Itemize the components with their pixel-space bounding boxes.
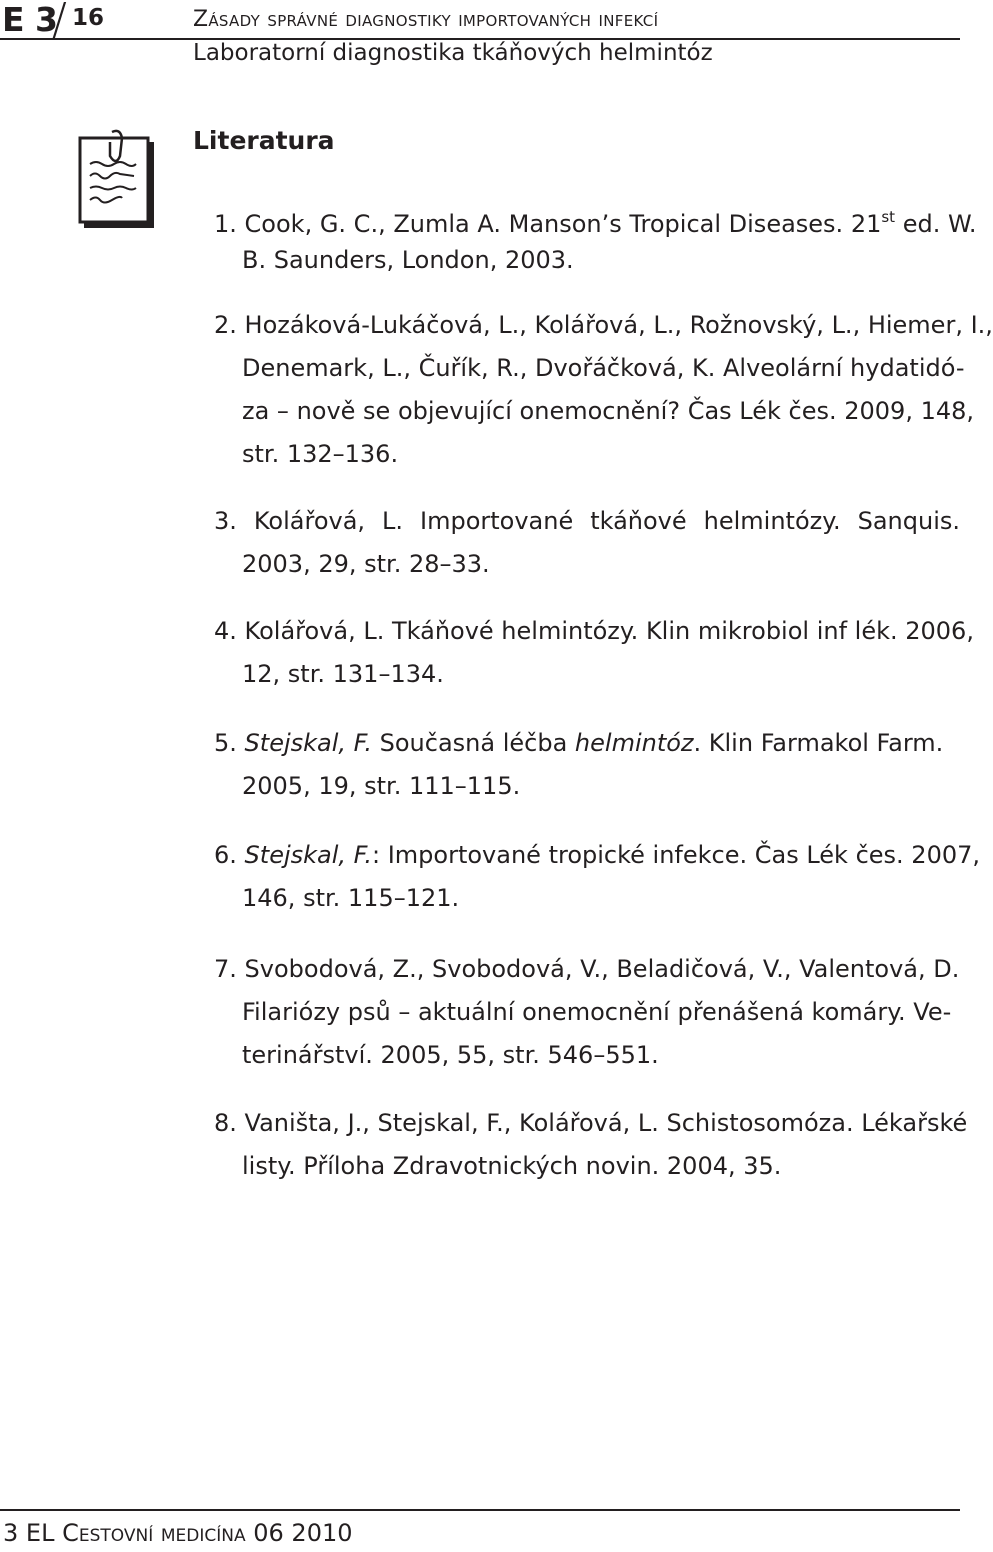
reference-item: 1. Cook, G. C., Zumla A. Manson’s Tropical Diseases. 21st ed. W. B. Saunders, London, 2003. xyxy=(214,208,977,274)
ref-number: 7. xyxy=(214,955,237,983)
ref-number: 4. xyxy=(214,617,237,645)
ref-number: 5. xyxy=(214,729,237,757)
page-number: 16 xyxy=(72,5,105,31)
section-code: E 3 xyxy=(2,0,58,39)
ref-number: 8. xyxy=(214,1109,237,1137)
footer-rule xyxy=(0,1509,960,1511)
page-header-title: Zásady správné diagnostiky importovaných infekcí xyxy=(193,7,659,32)
reference-item: 3. Kolářová, L. Importované tkáňové helmintózy. Sanquis. 2003, 29, str. 28–33. xyxy=(214,507,960,578)
reference-item: 8. Vaništa, J., Stejskal, F., Kolářová, L. Schistosomóza. Lékařské listy. Příloha Zdravotnických novin. 2004, 35. xyxy=(214,1109,968,1180)
reference-item: 7. Svobodová, Z., Svobodová, V., Beladičová, V., Valentová, D. Filariózy psů – aktuální onemocnění přenášená komáry. Ve- terinářství. 2005, 55, str. 546–551. xyxy=(214,955,960,1069)
ref-number: 3. xyxy=(214,507,237,535)
notepad-icon xyxy=(78,130,158,230)
reference-item: 2. Hozáková-Lukáčová, L., Kolářová, L., Rožnovský, L., Hiemer, I., Denemark, L., Čuřík, R., Dvořáčková, K. Alveolární hydatidó- za – nově se objevující onemocnění? Čas Lék čes. 2009, 148, str. 132–136. xyxy=(214,311,993,468)
page-header-subtitle: Laboratorní diagnostika tkáňových helmintóz xyxy=(193,40,713,66)
literature-heading: Literatura xyxy=(193,126,335,155)
section-slash: / xyxy=(52,0,67,45)
reference-item: 6. Stejskal, F.: Importované tropické infekce. Čas Lék čes. 2007, 146, str. 115–121. xyxy=(214,841,981,912)
ref-number: 6. xyxy=(214,841,237,869)
issue: 06 2010 xyxy=(253,1519,353,1547)
reference-item: 5. Stejskal, F. Současná léčba helmintóz. Klin Farmakol Farm. 2005, 19, str. 111–115. xyxy=(214,729,944,800)
ref-number: 2. xyxy=(214,311,237,339)
journal-name: Cestovní medicína xyxy=(62,1519,246,1547)
page-footer: 3 EL Cestovní medicína 06 2010 xyxy=(3,1519,353,1547)
ref-number: 1. xyxy=(214,210,237,238)
reference-item: 4. Kolářová, L. Tkáňové helmintózy. Klin mikrobiol inf lék. 2006, 12, str. 131–134. xyxy=(214,617,974,688)
